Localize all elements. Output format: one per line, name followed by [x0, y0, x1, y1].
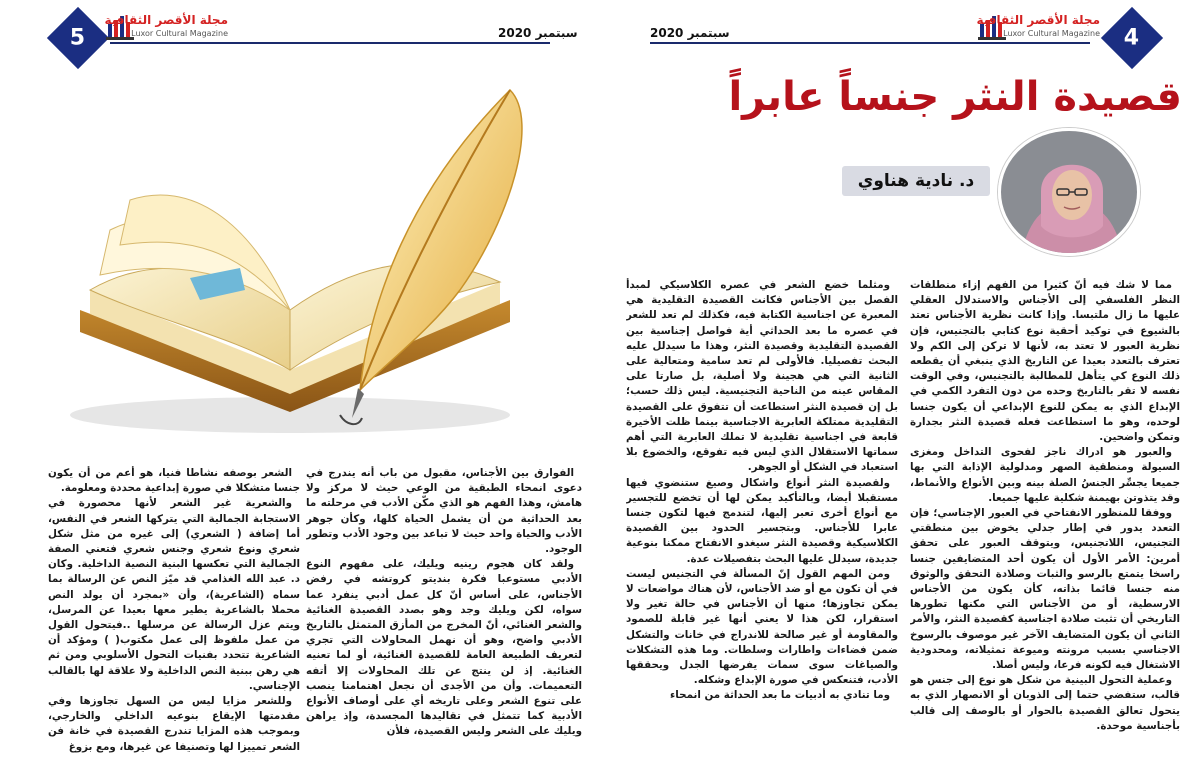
- paragraph: ومن المهم القول إنّ المسألة في التجنيس ليست في أن تكون مع أو ضد الأجناس، لأن هناك مواضعات لا يمكن تجاوزها؛ منها أن الأجناس في حالة تغير ولا استقرار، لكن هذا لا يعني أنها غير قابلة للصمود والمقاومة أو غير صالحة للاندراج في خانات والتشكل ضمن فضاءات واطارات وسلطات. وما هذه التشكلات والصياغات سوى سمات يفرضها الجدل ويحققها الأدب، فتنعكس في صورة الإبداع وشكله.: [626, 567, 898, 687]
- header-rule: [110, 42, 550, 44]
- magazine-logo-right: [976, 12, 1100, 42]
- paragraph: الشعر بوصفه نشاطا فنيا، هو أعم من أن يكون جنسا متشكلا في صورة إبداعية محددة ومعلومة.: [48, 467, 300, 495]
- logo-english-name: Luxor Cultural Magazine: [1003, 29, 1100, 38]
- author-portrait-icon: [1001, 131, 1140, 256]
- paragraph: وما تنادي به أدبيات ما بعد الحداثة من انمحاء: [670, 689, 890, 702]
- paragraph: الفوارق بين الأجناس، مقبول من باب أنه يندرج في دعوى انمحاء الطبقية من الوعي حيث لا مركز ولا هامش، وهذا الفهم هو الذي مكّن الأدب في مرحلته ما بعد الحداثية من أن يشمل الحياة كلها، وكأن جوهر الأدب والحياة واحد حيث لا تباعد بين وجود الأدب وتطور الوجود.: [306, 467, 582, 556]
- page-number-badge-right: [1101, 7, 1163, 69]
- page-right: [600, 0, 1200, 776]
- paragraph: ولقصيدة النثر أنواع واشكال وصيغ ستنضوي فيها مستقبلا أيضا، وبالتأكيد يمكن لها أن تخضع للتجسير مع أنواع أخرى تعبر إليها، لتندمج فيها لتكون جنسا عابرا للأجناس. وبتجسير الحدود بين القصيدة الكلاسيكية وقصيدة النثر سيغدو الانفتاح ممكنا بنوعية جديدة، سيدلل عليها البحث بتفصيلات عدة.: [626, 476, 898, 565]
- page-number-left: 5: [70, 25, 86, 51]
- paragraph: ووفقا للمنظور الانفتاحي في العبور الإجناسي؛ فإن التعدد يدور في إطار جدلي يخوض بين منطقتي التجنيس، اللاتجنيس، ويتوقف العبور على تحقق أمرين: الأمر الأول أن يكون أحد المتضايفين جنسا راسخا يتمتع بالرسو والثبات وصلادة التحقق والوثوق منه جنسا قائما بذاته، كأن يكون من الأجناس الارسطية، أو من الأجناس التي مكنها تطورها التاريخي أن تثبت صلادة اجناسية كقصيدة النثر، والأمر الثاني أن يكون المتضايف الآخر غير موصوف بالرسوخ الاجناسي بسبب مرونته وميوعة تمثيلاته، ومحدودية الاشتغال فيه لكونه فرعا، وليس أصلا.: [910, 507, 1180, 672]
- text-column-right-page-right: [910, 278, 1180, 770]
- logo-arabic-name: مجلة الأقصر الثقافية: [976, 13, 1100, 27]
- paragraph: والشعرية غير الشعر لأنها محصورة في الاستجابة الجمالية التي يتركها الشعر في النفس، أما إضافة ( الشعري) إلى غيره من مثل شكل شعري ونوع شعري وجنس شعري فتعني الصفة الجمالية التي تعكسها البنية النصية الداخلية. وكان د. عبد الله الغذامي قد ميّز النص عن الرسالة بما سماه (الشاعرية)، وأن «بمجرد أن يولد النص محملا بالشاعرية يطير معها بعيدا عن المرسل، ويتم عزل الرسالة عن مرسلها ..فيتحول القول من عمل ملفوظ إلى عمل مكتوب( ) ومؤكد أن الشاعرية تتحدد بفنيات التحول الأسلوبي ومن ثم هي رهن ببنية النص الداخلية ولا علاقة لها بالقالب الإجناسي.: [48, 497, 300, 692]
- paragraph: والعبور هو ادراك ناجز لفحوى التداخل ومغزى السيولة ومنطقية الصهر ومدلولية الإذابة التي بها جميعا يجسِّر الجنسُ الصلة بينه وبين الأنواع والأنماط، وقد يتذوتن بهيمنة شكلية عليها جميعا.: [910, 446, 1180, 504]
- paragraph: وللشعر مزايا ليس من السهل تجاوزها وفي مقدمتها الإيقاع بنوعيه الداخلي والخارجي، وبموجب هذه المزايا تندرج القصيدة في خانة فن الشعر تمييزا لها وتصنيفا عن غيرها، ومع بزوغ: [48, 695, 300, 753]
- text-column-right-page-left: [626, 278, 898, 770]
- text-column-left-page-left: [48, 466, 300, 770]
- author-name: د. نادية هناوي: [842, 166, 990, 196]
- header-rule: [650, 42, 1090, 44]
- page-number-right: 4: [1124, 25, 1140, 51]
- magazine-logo-left: [104, 12, 228, 42]
- paragraph: ولقد كان هجوم رينيه ويليك، على مفهوم النوع الأدبي مستوعبا فكرة بنديتو كروتشه في رفض الأجناس، على أساس أنّ كل عمل أدبي ينفرد عما سواه، لكن ويليك وجد وهو بصدد القصيدة الغنائية والشعر الغنائي، أنّ المخرج من المأزق المتمثل بالتاريخ الأدبي واضح، وهو أن نهمل المحاولات التي تجري لتعريف الطبيعة العامة للقصيدة الغنائية، أو لما تعنيه الغنائية. إذ لن ينتج عن تلك المحاولات إلا أتفه التعميمات. وأن من الأجدى أن نجعل اهتمامنا ينصب على تنوع الشعر وعلى تاريخه أي على أوصاف الأنواع الأدبية كما تتمثل في تقاليدها المجسدة، وإذ يراهن ويليك على الشعر وليس القصيدة، فلأن: [306, 558, 582, 738]
- text-column-left-page-right: [306, 466, 582, 770]
- open-book-with-quill-icon: [40, 60, 580, 452]
- paragraph: مما لا شك فيه أنّ كثيرا من الفهم إزاء منطلقات النظر الفلسفي إلى الأجناس والاستدلال العقلي عليها ما زال ملتبسا. وإذا كانت نظرية الأجناس تعتد بالشيوع في توكيد أحقية نوع كتابي بالتجنيس، فإن نظرية العبور لا تعتد به، لأنها لا تركن إلى الكم ولا تعترف بالتعدد بعيدا عن التاريخ الذي ينبغي أن يقطعه ذلك النوع كي يتأهل للمطالبة بالتجنيس، وفي الوقت نفسه لا تقر بالتاريخ وحده من دون التفرد الكمي في الإبداع الذي به يمكن للنوع الإبداعي أن يكون جنسا لوحده، وهو ما استطاعت فعله قصيدة النثر بجدارة وتمكن واضحين.: [910, 279, 1180, 444]
- paragraph: ومثلما خضع الشعر في عصره الكلاسيكي لمبدأ الفصل بين الأجناس فكانت القصيدة التقليدية هي المعبرة عن اجناسية الكتابة فيه، فكذلك لم تعد للشعر في عصره ما بعد الحداثي أية فواصل إجناسية بين القصيدة التقليدية وقصيدة النثر، وهذا ما سيدلل عليه البحث تفصيليا. فالأولى لم تعد سامية ومتعالية على الثانية التي هي هجينة ولا أصلية، بل صارتا على المقاس عينه من الناحية التجنيسية. ليس ذلك حسب؛ بل إن قصيدة النثر استطاعت أن تتفوق على القصيدة التقليدية ممتلكة العابرية الاجناسية بينما ظلت الأخيرة قابعة في اجناسية تقليدية لا تملك العابرية التي أهم سماتها الاستقلال الذي ليس فيه تفوقع، والخضوع بلا استعباد في الشكل أو الجوهر.: [626, 279, 898, 474]
- logo-arabic-name: مجلة الأقصر الثقافية: [104, 13, 228, 27]
- logo-english-name: Luxor Cultural Magazine: [131, 29, 228, 38]
- author-avatar: [998, 128, 1140, 256]
- paragraph: وعملية التحول البينية من شكل هو نوع إلى جنس هو قالب، ستفضي حتما إلى الذوبان أو الانصهار الذي به يتحول تعالق القصيدة بالحوار أو بالوصف إلى قالب بأجناسية موحدة.: [910, 674, 1180, 732]
- header-date-left: سبتمبر 2020: [498, 26, 578, 40]
- header-date-right: سبتمبر 2020: [650, 26, 730, 40]
- article-title: قصيدة النثر جنساً عابراً: [728, 74, 1182, 120]
